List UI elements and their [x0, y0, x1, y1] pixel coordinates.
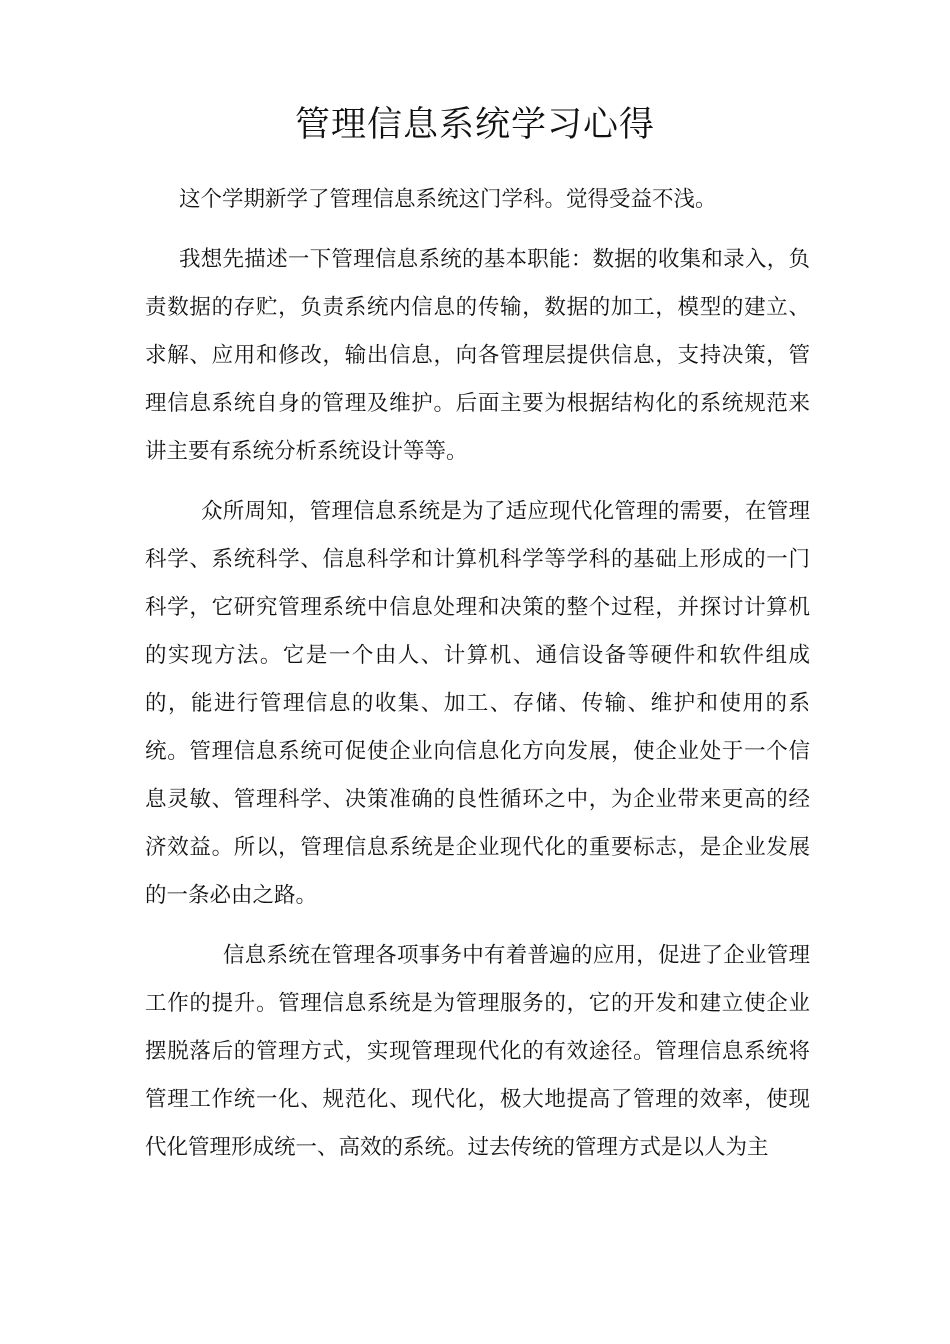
paragraph-intro: 这个学期新学了管理信息系统这门学科。觉得受益不浅。 [179, 187, 717, 212]
paragraph-functions: 我想先描述一下管理信息系统的基本职能：数据的收集和录入，负责数据的存贮，负责系统内信息的传输，数据的加工，模型的建立、求解、应用和修改，输出信息，向各管理层提供信息，支持决策，管理信息系统自身的管理及维护。后面主要为根据结构化的系统规范来讲主要有系统分析系统设计等等。 [145, 247, 810, 464]
document-title: 管理信息系统学习心得 [294, 105, 655, 145]
paragraph-application: 信息系统在管理各项事务中有着普遍的应用，促进了企业管理工作的提升。管理信息系统是为管理服务的，它的开发和建立使企业摆脱落后的管理方式，实现管理现代化的有效途径。管理信息系统将管理工作统一化、规范化、现代化，极大地提高了管理的效率，使现代化管理形成统一、高效的系统。过去传统的管理方式是以人为主 [145, 943, 810, 1160]
document-body [145, 176, 810, 1172]
paragraph-overview: 众所周知，管理信息系统是为了适应现代化管理的需要，在管理科学、系统科学、信息科学和计算机科学等学科的基础上形成的一门科学，它研究管理系统中信息处理和决策的整个过程，并探讨计算机的实现方法。它是一个由人、计算机、通信设备等硬件和软件组成的，能进行管理信息的收集、加工、存储、传输、维护和使用的系统。管理信息系统可促使企业向信息化方向发展，使企业处于一个信息灵敏、管理科学、决策准确的良性循环之中，为企业带来更高的经济效益。所以，管理信息系统是企业现代化的重要标志，是企业发展的一条必由之路。 [145, 499, 810, 908]
